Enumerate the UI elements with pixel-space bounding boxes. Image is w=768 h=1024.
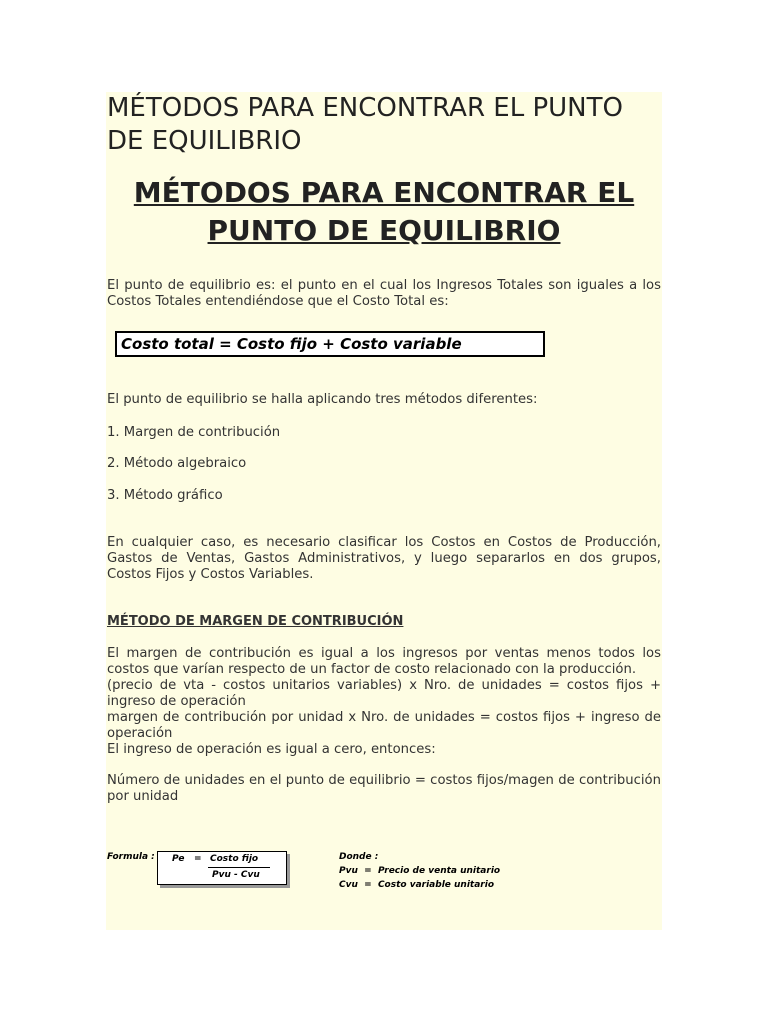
cost-formula-box: Costo total = Costo fijo + Costo variable — [115, 331, 545, 357]
section-title-margin: MÉTODO DE MARGEN DE CONTRIBUCIÓN — [107, 614, 404, 629]
margin-equation-1: (precio de vta - costos unitarios variables) x Nro. de unidades = costos fijos + ingreso de operación — [107, 678, 661, 709]
formula-numerator: Costo fijo — [210, 854, 259, 864]
methods-intro: El punto de equilibrio se halla aplicando tres métodos diferentes: — [107, 392, 538, 407]
intro-paragraph: El punto de equilibrio es: el punto en el cual los Ingresos Totales son iguales a los Costos Totales entendiéndose que el Costo Total es: — [107, 278, 661, 309]
formula-def-cvu: Cvu = Costo variable unitario — [339, 880, 494, 890]
units-formula: Número de unidades en el punto de equilibrio = costos fijos/magen de contribución por unidad — [107, 773, 661, 804]
margin-equation-2: margen de contribución por unidad x Nro. de unidades = costos fijos + ingreso de operación — [107, 710, 661, 741]
formula-equals: = — [194, 854, 202, 864]
document-page — [106, 92, 662, 930]
method-item-3: 3. Método gráfico — [107, 488, 223, 503]
formula-denominator: Pvu - Cvu — [212, 870, 260, 880]
formula-label: Formula : — [107, 852, 155, 862]
document-title: MÉTODOS PARA ENCONTRAR EL PUNTO DE EQUILIBRIO — [107, 93, 623, 156]
formula-pe: Pe — [172, 854, 185, 864]
operation-income-note: El ingreso de operación es igual a cero, entonces: — [107, 742, 436, 757]
method-item-1: 1. Margen de contribución — [107, 425, 281, 440]
method-item-2: 2. Método algebraico — [107, 456, 247, 471]
formula-def-pvu: Pvu = Precio de venta unitario — [339, 866, 501, 876]
equilibrium-formula-figure — [107, 850, 501, 902]
formula-box — [157, 851, 287, 885]
margin-definition: El margen de contribución es igual a los ingresos por ventas menos todos los costos que varían respecto de un factor de costo relacionado con la producción. — [107, 646, 661, 677]
fraction-line — [208, 867, 270, 868]
main-heading: MÉTODOS PARA ENCONTRAR EL PUNTO DE EQUILIBRIO — [133, 176, 635, 247]
classification-paragraph: En cualquier caso, es necesario clasificar los Costos en Costos de Producción, Gastos de Ventas, Gastos Administrativos, y luego separarlos en dos grupos, Costos Fijos y Costos Variables. — [107, 535, 661, 582]
formula-donde: Donde : — [339, 852, 379, 862]
